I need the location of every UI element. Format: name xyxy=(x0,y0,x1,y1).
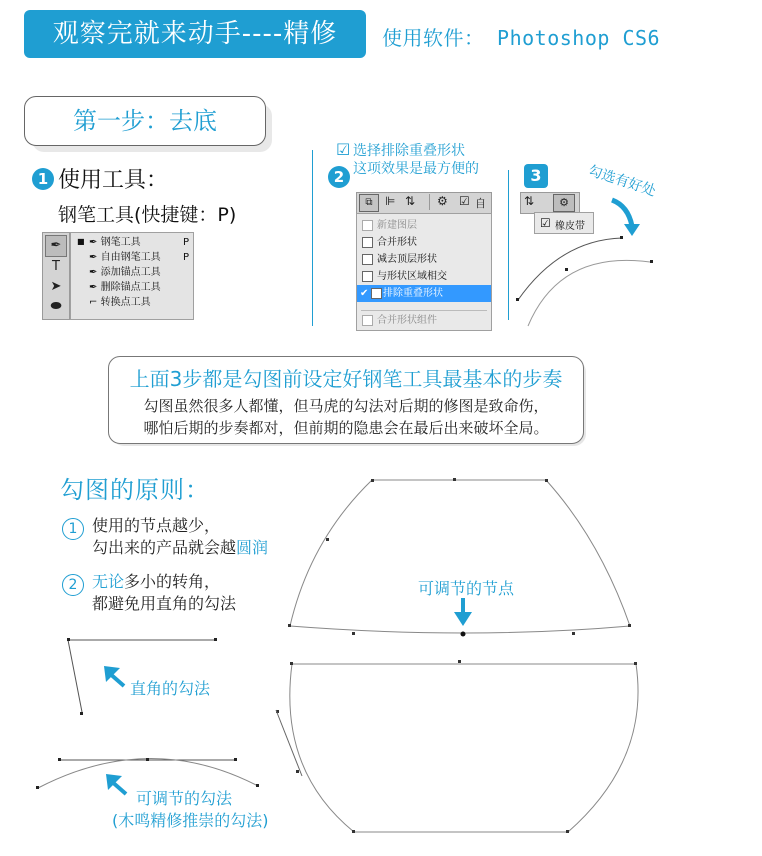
adjustable-curve xyxy=(38,758,258,788)
shape-tip-line1: 选择排除重叠形状 xyxy=(353,143,465,159)
add-anchor-label: 添加锚点工具 xyxy=(100,267,161,278)
principle-2-line1-rest: 多小的转角， xyxy=(124,572,221,591)
freeform-pen-icon: ✒ xyxy=(89,252,98,263)
principle-1-line2-prefix: 勾出来的产品就会越 xyxy=(92,538,237,557)
anchor-point xyxy=(453,478,456,481)
principle-1-highlight: 圆润 xyxy=(236,538,269,557)
new-layer-label: 新建图层 xyxy=(377,220,417,231)
convert-point-icon: ⌐ xyxy=(89,297,98,308)
anchor-point xyxy=(290,662,293,665)
gear-icon[interactable]: ⚙ xyxy=(437,194,448,208)
anchor-point xyxy=(146,758,149,761)
anchor-point xyxy=(566,830,569,833)
anchor-point xyxy=(67,638,70,641)
pen-menu-item-label: 钢笔工具 xyxy=(100,237,141,248)
bowl-path xyxy=(290,664,638,832)
checkbox-icon[interactable]: ☑ xyxy=(459,194,470,208)
principle-1-line1: 使用的节点越少， xyxy=(92,516,221,535)
step-number-1: 1 xyxy=(32,168,54,190)
convert-point-label: 转换点工具 xyxy=(100,297,151,308)
pen-menu-item-key: P xyxy=(182,237,189,248)
freeform-menu-item-key: P xyxy=(182,252,189,263)
selected-check-icon: ✔ xyxy=(360,288,369,299)
subtract-label: 减去顶层形状 xyxy=(377,254,437,265)
down-arrow-head xyxy=(454,612,472,626)
principle-2-highlight: 无论 xyxy=(92,572,125,591)
trapezoid-path xyxy=(290,480,630,633)
principle-1 xyxy=(92,515,268,559)
header-banner: 观察完就来动手----精修 xyxy=(24,10,366,58)
anchor-point xyxy=(288,624,291,627)
anchor-point xyxy=(371,479,374,482)
auto-label: 自 xyxy=(475,197,486,210)
anchor-point xyxy=(634,662,637,665)
shape-tip-line2: 这项效果是最方便的 xyxy=(353,161,479,177)
tool-shortcut-line: 钢笔工具(快捷键：P) xyxy=(58,204,237,226)
anchor-point xyxy=(352,830,355,833)
add-anchor-icon: ✒ xyxy=(89,267,98,278)
delete-anchor-label: 删除锚点工具 xyxy=(100,282,161,293)
ellipse-tool-icon[interactable]: ⬬ xyxy=(50,299,62,314)
path-select-icon[interactable]: ➤ xyxy=(50,279,62,294)
step-number-3: 3 xyxy=(524,164,548,188)
adjustable-nodes-caption: 可调节的节点 xyxy=(418,579,515,598)
principle-2 xyxy=(92,571,236,615)
tool-heading: 使用工具： xyxy=(58,168,169,193)
anchor-point xyxy=(256,784,259,787)
info-line-1: 勾图虽然很多人都懂，但马虎的勾法对后期的修图是致命伤， xyxy=(143,397,549,415)
rubber-caption: 勾选有好处 xyxy=(586,162,658,200)
rubber-checkbox-icon[interactable]: ☑ xyxy=(540,216,551,230)
gear-icon-active[interactable]: ⚙ xyxy=(553,194,575,212)
recommended-caption: (木鸣精修推崇的勾法) xyxy=(112,811,269,830)
anchor-point xyxy=(545,479,548,482)
rubber-band-path xyxy=(518,238,622,300)
step-number-2: 2 xyxy=(328,166,350,188)
info-line-2: 哪怕后期的步奏都对，但前期的隐患会在最后出来破坏全局。 xyxy=(143,419,549,437)
adjustable-method-caption: 可调节的勾法 xyxy=(136,789,233,808)
pen-icon: ✒ xyxy=(89,237,98,248)
principle-number-1: 1 xyxy=(62,518,84,540)
path-ops-icon[interactable]: ⧉ xyxy=(359,194,379,212)
anchor-point xyxy=(352,632,355,635)
anchor-point xyxy=(326,538,329,541)
right-angle-caption: 直角的勾法 xyxy=(130,679,211,698)
path-arrange-icon-2[interactable]: ⇅ xyxy=(524,194,535,208)
info-box xyxy=(108,356,584,444)
curved-arrow xyxy=(612,200,632,226)
intersect-label: 与形状区域相交 xyxy=(377,271,447,282)
anchor-point xyxy=(58,758,61,761)
path-arrange-icon[interactable]: ⇅ xyxy=(405,194,416,208)
anchor-point xyxy=(565,268,568,271)
principle-1-line2 xyxy=(92,537,268,559)
exclude-label: 排除重叠形状 xyxy=(383,288,443,299)
curved-arrow-head xyxy=(624,224,640,236)
active-bullet: ■ xyxy=(77,237,85,246)
anchor-point xyxy=(458,660,461,663)
anchor-point xyxy=(516,298,519,301)
rubber-checkbox-label: 橡皮带 xyxy=(555,221,585,232)
anchor-point xyxy=(234,758,237,761)
anchor-point xyxy=(80,712,83,715)
anchor-point xyxy=(628,624,631,627)
anchor-point xyxy=(214,638,217,641)
info-title: 上面3步都是勾图前设定好钢笔工具最基本的步奏 xyxy=(129,367,563,391)
pen-tool-icon[interactable]: ✒ xyxy=(45,235,67,257)
combine-label: 合并形状 xyxy=(377,237,417,248)
control-handle xyxy=(276,710,302,776)
path-align-icon[interactable]: ⊫ xyxy=(385,194,396,208)
type-tool-icon[interactable]: T xyxy=(52,259,60,274)
anchor-point-selected xyxy=(461,632,466,637)
principles-title: 勾图的原则： xyxy=(60,476,210,504)
delete-anchor-icon: ✒ xyxy=(89,282,98,293)
checkmark-icon: ☑ xyxy=(336,140,351,159)
principle-2-line2: 都避免用直角的勾法 xyxy=(92,594,237,613)
software-name: Photoshop CS6 xyxy=(497,26,661,50)
merge-label: 合并形状组件 xyxy=(377,315,437,326)
principle-number-2: 2 xyxy=(62,574,84,596)
principle-2-line1 xyxy=(92,571,236,593)
anchor-point xyxy=(296,770,299,773)
anchor-point xyxy=(650,260,653,263)
anchor-point xyxy=(620,236,623,239)
software-prefix: 使用软件： xyxy=(382,26,485,50)
anchor-point xyxy=(572,632,575,635)
step1-title: 第一步：去底 xyxy=(24,96,266,146)
freeform-menu-item-label: 自由钢笔工具 xyxy=(100,252,161,263)
rubber-band-curve xyxy=(528,260,650,326)
anchor-point xyxy=(36,786,39,789)
